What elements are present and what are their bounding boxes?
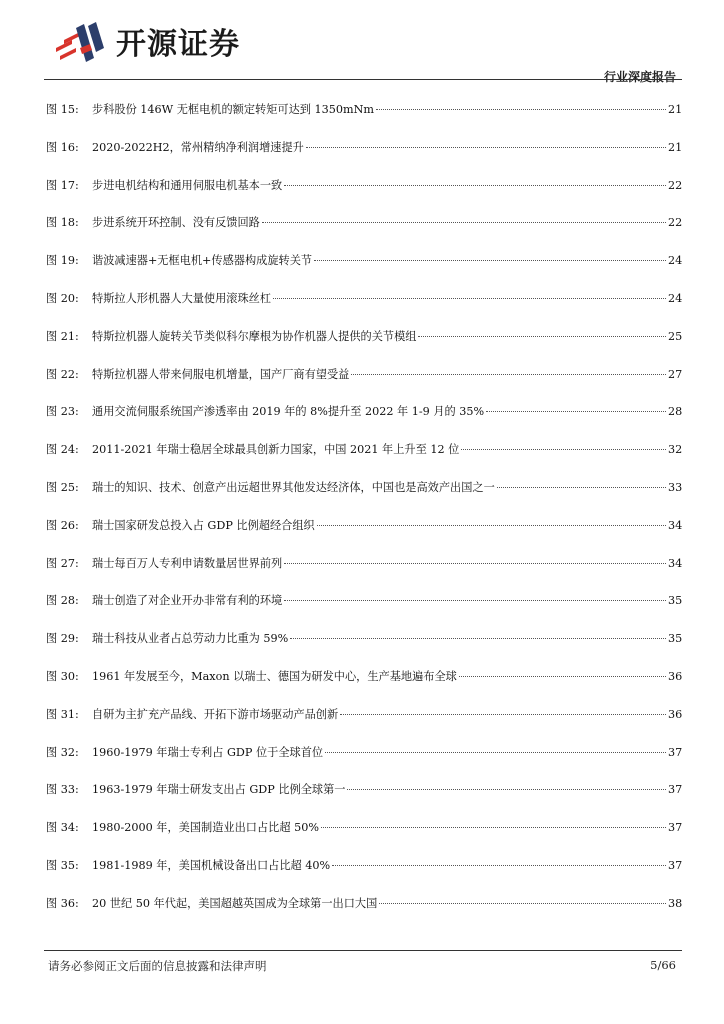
dot-leader [497,487,666,488]
figure-page: 37 [668,783,683,797]
toc-entry[interactable] [46,594,682,632]
figure-title[interactable]: 1963-1979 年瑞士研发支出占 GDP 比例全球第一 [92,783,346,797]
figure-label: 图 16: [46,140,79,154]
figure-title[interactable]: 1981-1989 年，美国机械设备出口占比超 40% [92,858,331,872]
dot-leader [486,411,666,412]
figure-label: 图 35: [46,858,79,872]
toc-entry[interactable] [46,670,682,708]
toc-entry[interactable] [46,368,682,406]
figure-title[interactable]: 瑞士的知识、技术、创意产出远超世界其他发达经济体，中国也是高效产出国之一 [92,480,495,494]
figure-label: 图 15: [46,103,79,116]
figure-label: 图 22: [46,367,79,381]
figure-title[interactable]: 步进系统开环控制、没有反馈回路 [92,216,260,230]
figure-title[interactable]: 通用交流伺服系统国产渗透率由 2019 年的 8%提升至 2022 年 1-9 月的 35% [92,405,485,419]
figure-page: 37 [668,745,683,759]
dot-leader [459,676,666,677]
figure-label: 图 23: [46,405,79,419]
figure-title[interactable]: 1980-2000 年，美国制造业出口占比超 50% [92,821,319,835]
figure-label: 图 18: [46,216,79,230]
footer-divider [44,950,682,951]
figure-page: 21 [668,140,683,154]
dot-leader [290,638,666,639]
figure-page: 24 [668,254,683,268]
toc-entry[interactable] [46,708,682,746]
figure-title[interactable]: 特斯拉人形机器人大量使用滚珠丝杠 [92,291,272,305]
figure-page: 36 [668,707,683,721]
toc-entry[interactable] [46,330,682,368]
figure-page: 24 [668,291,683,305]
figure-page: 38 [668,896,683,910]
figure-page: 34 [668,518,683,532]
toc-entry[interactable] [46,141,682,179]
dot-leader [376,109,666,110]
dot-leader [461,449,666,450]
figure-page: 28 [668,405,683,419]
dot-leader [284,600,666,601]
figure-title[interactable]: 2020-2022H2，常州精纳净利润增速提升 [92,140,304,154]
toc-entry[interactable] [46,179,682,217]
dot-leader [306,147,666,148]
toc-entry[interactable] [46,254,682,292]
figure-page: 36 [668,669,683,683]
dot-leader [325,752,666,753]
figure-title[interactable]: 1961 年发展至今，Maxon 以瑞士、德国为研发中心，生产基地遍布全球 [92,669,457,683]
figure-label: 图 28: [46,594,79,608]
figure-page: 35 [668,632,683,646]
report-type: 行业深度报告 [603,70,676,84]
figure-label: 图 31: [46,707,79,721]
toc-entry[interactable] [46,557,682,595]
figure-label: 图 32: [46,745,79,759]
figure-title[interactable]: 步进电机结构和通用伺服电机基本一致 [92,178,283,192]
figure-title[interactable]: 瑞士每百万人专利申请数量居世界前列 [92,556,283,570]
figure-label: 图 33: [46,783,79,797]
dot-leader [351,374,666,375]
dot-leader [321,827,666,828]
dot-leader [262,222,666,223]
figure-label: 图 27: [46,556,79,570]
toc-entry[interactable] [46,519,682,557]
toc-entry[interactable] [46,783,682,821]
figure-title[interactable]: 谐波减速器+无框电机+传感器构成旋转关节 [92,254,313,268]
figure-page: 22 [668,216,683,230]
toc-entry[interactable] [46,292,682,330]
figure-title[interactable]: 步科股份 146W 无框电机的额定转矩可达到 1350mNm [92,103,374,116]
figure-label: 图 36: [46,896,79,910]
kaiyuan-logo-icon [50,18,108,64]
figure-page: 32 [668,443,683,457]
figure-page: 33 [668,480,683,494]
dot-leader [332,865,666,866]
toc-entry[interactable] [46,821,682,859]
figure-label: 图 21: [46,329,79,343]
toc-entry[interactable] [46,405,682,443]
figure-page: 34 [668,556,683,570]
figure-title[interactable]: 20 世纪 50 年代起，美国超越英国成为全球第一出口大国 [92,896,378,910]
dot-leader [284,185,666,186]
dot-leader [418,336,666,337]
figure-label: 图 19: [46,254,79,268]
figure-page: 27 [668,367,683,381]
figure-page: 25 [668,329,683,343]
dot-leader [273,298,666,299]
dot-leader [317,525,666,526]
page-number: 5/66 [650,958,676,972]
figure-title[interactable]: 瑞士科技从业者占总劳动力比重为 59% [92,632,289,646]
dot-leader [347,789,666,790]
figure-title[interactable]: 瑞士国家研发总投入占 GDP 比例超经合组织 [92,518,315,532]
figure-title[interactable]: 1960-1979 年瑞士专利占 GDP 位于全球首位 [92,745,324,759]
figure-page: 37 [668,858,683,872]
figure-page: 35 [668,594,683,608]
figure-page: 22 [668,178,683,192]
toc-entry[interactable] [46,216,682,254]
figure-label: 图 17: [46,178,79,192]
dot-leader [284,563,666,564]
figure-title[interactable]: 特斯拉机器人旋转关节类似科尔摩根为协作机器人提供的关节模组 [92,329,417,343]
figure-title[interactable]: 瑞士创造了对企业开办非常有利的环境 [92,594,283,608]
figure-page: 37 [668,821,683,835]
toc-entry[interactable] [46,632,682,670]
toc-entry[interactable] [46,897,682,935]
figure-page: 21 [668,103,683,116]
figure-label: 图 24: [46,443,79,457]
header-divider [44,79,682,80]
brand-logo [50,18,240,64]
toc-entry[interactable] [46,746,682,784]
dot-leader [379,903,666,904]
figure-label: 图 20: [46,291,79,305]
figure-label: 图 30: [46,669,79,683]
dot-leader [314,260,666,261]
figure-label: 图 25: [46,480,79,494]
toc-entry[interactable] [46,103,682,141]
figure-title[interactable]: 自研为主扩充产品线、开拓下游市场驱动产品创新 [92,707,339,721]
footer-disclaimer: 请务必参阅正文后面的信息披露和法律声明 [48,959,267,973]
figure-label: 图 34: [46,821,79,835]
figure-list [46,103,682,935]
figure-title[interactable]: 特斯拉机器人带来伺服电机增量，国产厂商有望受益 [92,367,350,381]
dot-leader [340,714,666,715]
figure-label: 图 26: [46,518,79,532]
brand-name: 开源证券 [116,27,240,62]
figure-title[interactable]: 2011-2021 年瑞士稳居全球最具创新力国家，中国 2021 年上升至 12 位 [92,443,460,457]
toc-entry[interactable] [46,481,682,519]
figure-label: 图 29: [46,632,79,646]
toc-entry[interactable] [46,443,682,481]
toc-entry[interactable] [46,859,682,897]
